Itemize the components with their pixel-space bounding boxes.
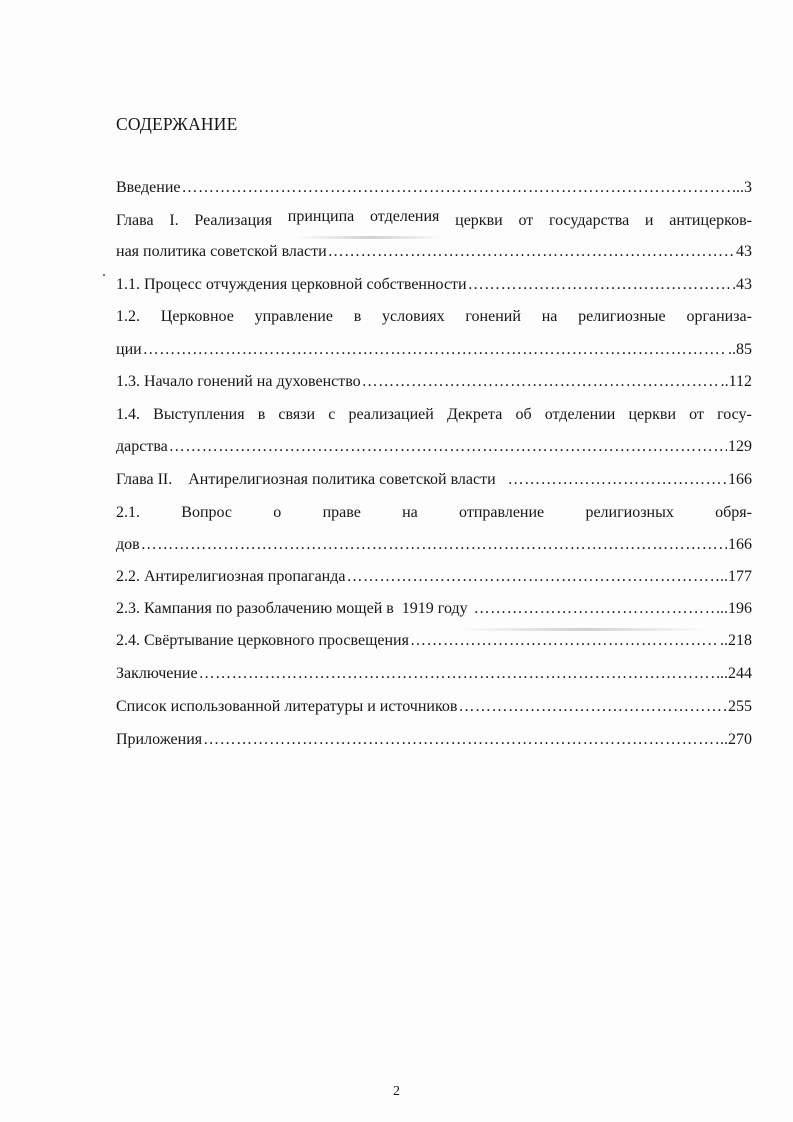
word: Глава [116, 212, 154, 229]
toc-entry-text: 2.2. Антирелигиозная пропаганда [116, 568, 346, 585]
toc-entry-text: 2.3. Кампания по разоблачению мощей в 1919 году [116, 600, 468, 617]
toc-entry-text: дов [116, 536, 140, 553]
word: отправление [459, 504, 545, 521]
word: 1.2. [116, 308, 140, 325]
word: Декрета [446, 406, 503, 423]
toc-entry-section-1-3[interactable] [116, 370, 752, 394]
toc-entry-chapter2[interactable] [116, 468, 752, 492]
toc-entry-page: ..270 [720, 731, 752, 748]
word: в [257, 406, 266, 423]
toc-entry-conclusion[interactable] [116, 662, 752, 686]
toc-entry-section-2-1-line1[interactable] [116, 501, 752, 525]
toc-entry-section-1-4-line1[interactable] [116, 403, 752, 427]
word: в [353, 308, 362, 325]
toc-entry-section-1-2-line2[interactable] [116, 338, 752, 362]
leader-dots [508, 468, 727, 492]
toc-entry-text: дарства [116, 438, 168, 455]
word: антицерков- [669, 212, 752, 229]
toc-entry-page: 255 [728, 698, 752, 715]
leader-dots [458, 695, 727, 719]
word: реализацией [348, 406, 434, 423]
toc-entry-text: 1.3. Начало гонений на духовенство [116, 373, 361, 390]
toc-entry-text: 2.4. Свёртывание церковного просвещения [116, 632, 409, 649]
word: религиозные [578, 308, 666, 325]
word: Церковное [160, 308, 234, 325]
word: 1.4. [116, 406, 140, 423]
leader-dots [468, 273, 735, 297]
leader-dots [203, 728, 719, 752]
toc-entry-page: 43 [736, 276, 752, 293]
word: обря- [715, 504, 752, 521]
toc-entry-page: ..3 [736, 179, 752, 196]
toc-entry-page: ..218 [720, 632, 752, 649]
toc-entry-text: Список использованной литературы и источников [116, 698, 458, 715]
leader-dots [362, 370, 720, 394]
word: связи [278, 406, 316, 423]
toc-entry-intro[interactable] [116, 176, 752, 200]
leader-dots [346, 565, 719, 589]
word: I. [169, 212, 179, 229]
toc-entry-text: ная политика советской власти [116, 243, 327, 260]
toc-entry-literature[interactable] [116, 695, 752, 719]
leader-dots [143, 338, 727, 362]
leader-dots [141, 533, 727, 557]
word: от [518, 212, 534, 229]
word: 2.1. [116, 504, 140, 521]
leader-dots [474, 597, 719, 621]
toc-entry-page: 129 [728, 438, 752, 455]
toc-entry-text: Введение [116, 179, 181, 196]
word: праве [322, 504, 361, 521]
word: и [644, 212, 654, 229]
toc-entry-text: ции [116, 341, 142, 358]
word: управление [254, 308, 333, 325]
toc-entry-chapter1-line2[interactable] [116, 240, 752, 264]
toc-entry-page: ..112 [720, 373, 752, 390]
word: Вопрос [181, 504, 233, 521]
leader-dots [199, 662, 719, 686]
toc-entry-page: 166 [728, 471, 752, 488]
toc-entry-text: Приложения [116, 731, 203, 748]
toc-entry-page: ..196 [720, 600, 752, 617]
toc-entry-section-2-3[interactable] [116, 597, 752, 621]
scan-speck [103, 274, 105, 276]
word: отделении [544, 406, 616, 423]
word: государства [548, 212, 630, 229]
word: о [273, 504, 282, 521]
toc-entry-section-2-1-line2[interactable] [116, 533, 752, 557]
word: условиях [382, 308, 445, 325]
toc-title: СОДЕРЖАНИЕ [116, 114, 238, 134]
word: с [328, 406, 336, 423]
toc-entry-section-1-1[interactable] [116, 273, 752, 297]
toc-entry-appendix[interactable] [116, 728, 752, 752]
word: от [689, 406, 704, 423]
toc-entry-page: 166 [728, 536, 752, 553]
toc-entry-section-2-2[interactable] [116, 565, 752, 589]
toc-entry-section-2-4[interactable] [116, 629, 752, 653]
toc-entry-page: 43 [736, 243, 752, 260]
toc-entry-section-1-2-line1[interactable] [116, 305, 752, 329]
page-number: 2 [393, 1084, 400, 1099]
leader-dots [182, 176, 736, 200]
word: госу- [717, 406, 752, 423]
toc-entry-chapter1-line1[interactable] [116, 209, 752, 233]
word: об [515, 406, 532, 423]
word: церкви [628, 406, 677, 423]
word: церкви [455, 212, 503, 229]
toc-entry-text: Глава II. Антирелигиозная политика советской власти [116, 471, 496, 488]
word: принципа [287, 208, 355, 225]
word: религиозных [585, 504, 674, 521]
toc-entry-text: 1.1. Процесс отчуждения церковной собственности [116, 276, 467, 293]
toc-entry-section-1-4-line2[interactable] [116, 435, 752, 459]
word: Выступления [153, 406, 245, 423]
word: отделения [370, 208, 440, 225]
toc-entry-page: ..177 [720, 568, 752, 585]
word: организа- [686, 308, 752, 325]
toc-entry-text: Заключение [116, 665, 198, 682]
leader-dots [410, 629, 719, 653]
word: гонений [465, 308, 521, 325]
scan-smudge [296, 236, 446, 239]
word: на [541, 308, 558, 325]
leader-dots [328, 240, 735, 264]
toc-entry-page: ..85 [728, 341, 752, 358]
word: на [402, 504, 418, 521]
word: Реализация [194, 212, 273, 229]
toc-entry-page: ..244 [720, 665, 752, 682]
leader-dots [169, 435, 727, 459]
